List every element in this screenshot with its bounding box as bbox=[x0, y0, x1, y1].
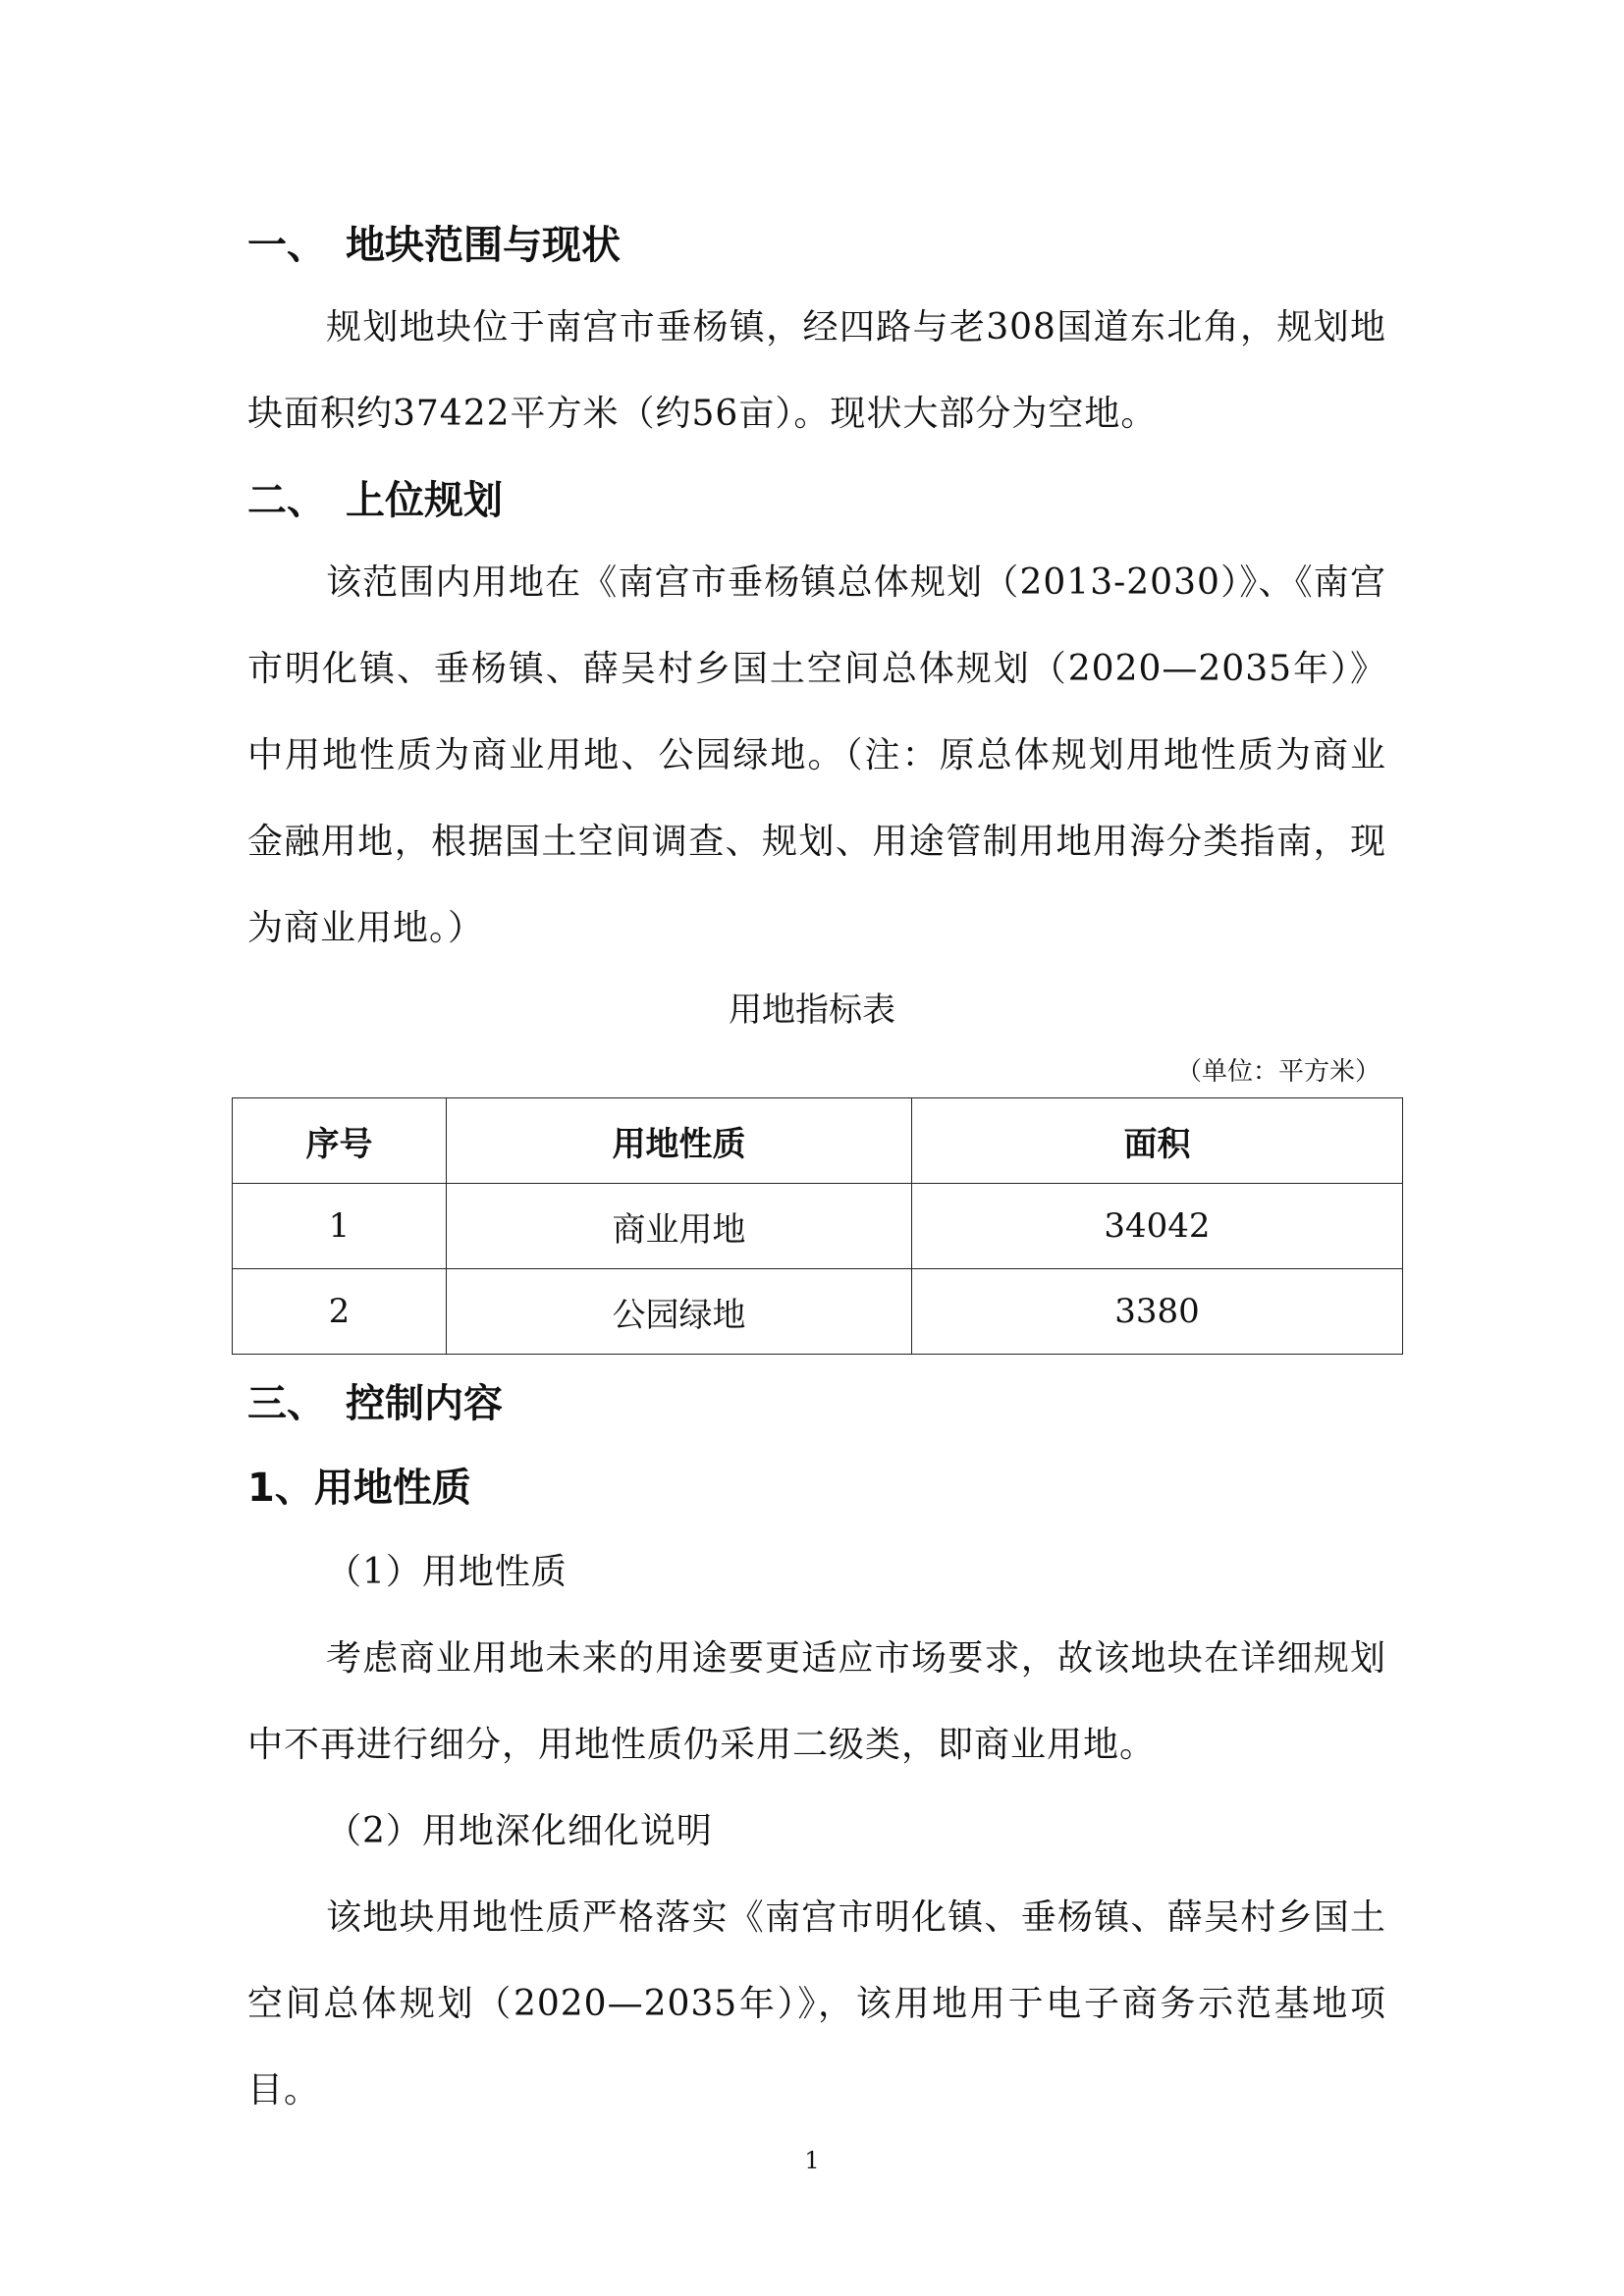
section-title-2: 上位规划 bbox=[346, 478, 503, 523]
section-paragraph-1: 规划地块位于南宫市垂杨镇，经四路与老308国道东北角，规划地块面积约37422平方米（约56亩）。现状大部分为空地。 bbox=[247, 307, 1386, 434]
table-cell: 34042 bbox=[912, 1184, 1403, 1269]
table-header-row bbox=[233, 1098, 1403, 1184]
table-row bbox=[233, 1269, 1403, 1355]
section-number-1: 一、 bbox=[247, 223, 326, 268]
section-title-1: 地块范围与现状 bbox=[346, 223, 621, 268]
section-title-3: 控制内容 bbox=[346, 1381, 503, 1426]
section-heading-3 bbox=[247, 1376, 503, 1431]
page-number: 1 bbox=[804, 2147, 820, 2174]
subsection-item-label-2: （2）用地深化细化说明 bbox=[326, 1811, 713, 1851]
subsection-item-label-1: （1）用地性质 bbox=[326, 1552, 568, 1592]
table-cell: 3380 bbox=[912, 1269, 1403, 1355]
subsection-heading-1: 1、用地性质 bbox=[247, 1466, 471, 1511]
table-header-cell: 用地性质 bbox=[447, 1098, 912, 1184]
table-cell: 1 bbox=[233, 1184, 447, 1269]
table-unit: （单位：平方米） bbox=[1175, 1057, 1380, 1087]
table-header-cell: 面积 bbox=[912, 1098, 1403, 1184]
table-header-cell: 序号 bbox=[233, 1098, 447, 1184]
subsection-item-paragraph-1: 考虑商业用地未来的用途要更适应市场要求，故该地块在详细规划中不再进行细分，用地性质仍采用二级类，即商业用地。 bbox=[247, 1638, 1386, 1765]
table-title: 用地指标表 bbox=[729, 990, 895, 1030]
table-cell: 2 bbox=[233, 1269, 447, 1355]
subsection-item-paragraph-2: 该地块用地性质严格落实《南宫市明化镇、垂杨镇、薛吴村乡国土空间总体规划（2020—2035年）》，该用地用于电子商务示范基地项目。 bbox=[247, 1897, 1386, 2110]
land-index-table bbox=[232, 1097, 1403, 1355]
section-paragraph-2: 该范围内用地在《南宫市垂杨镇总体规划（2013-2030）》、《南宫市明化镇、垂杨镇、薛吴村乡国土空间总体规划（2020—2035年）》中用地性质为商业用地、公园绿地。（注：原总体规划用地性质为商业金融用地，根据国土空间调查、规划、用途管制用地用海分类指南，现为商业用地。） bbox=[247, 562, 1386, 948]
table-cell: 公园绿地 bbox=[447, 1269, 912, 1355]
table-cell: 商业用地 bbox=[447, 1184, 912, 1269]
table-row bbox=[233, 1184, 1403, 1269]
section-number-2: 二、 bbox=[247, 478, 326, 523]
section-number-3: 三、 bbox=[247, 1381, 326, 1426]
section-heading-2 bbox=[247, 473, 503, 528]
section-heading-1 bbox=[247, 218, 621, 273]
